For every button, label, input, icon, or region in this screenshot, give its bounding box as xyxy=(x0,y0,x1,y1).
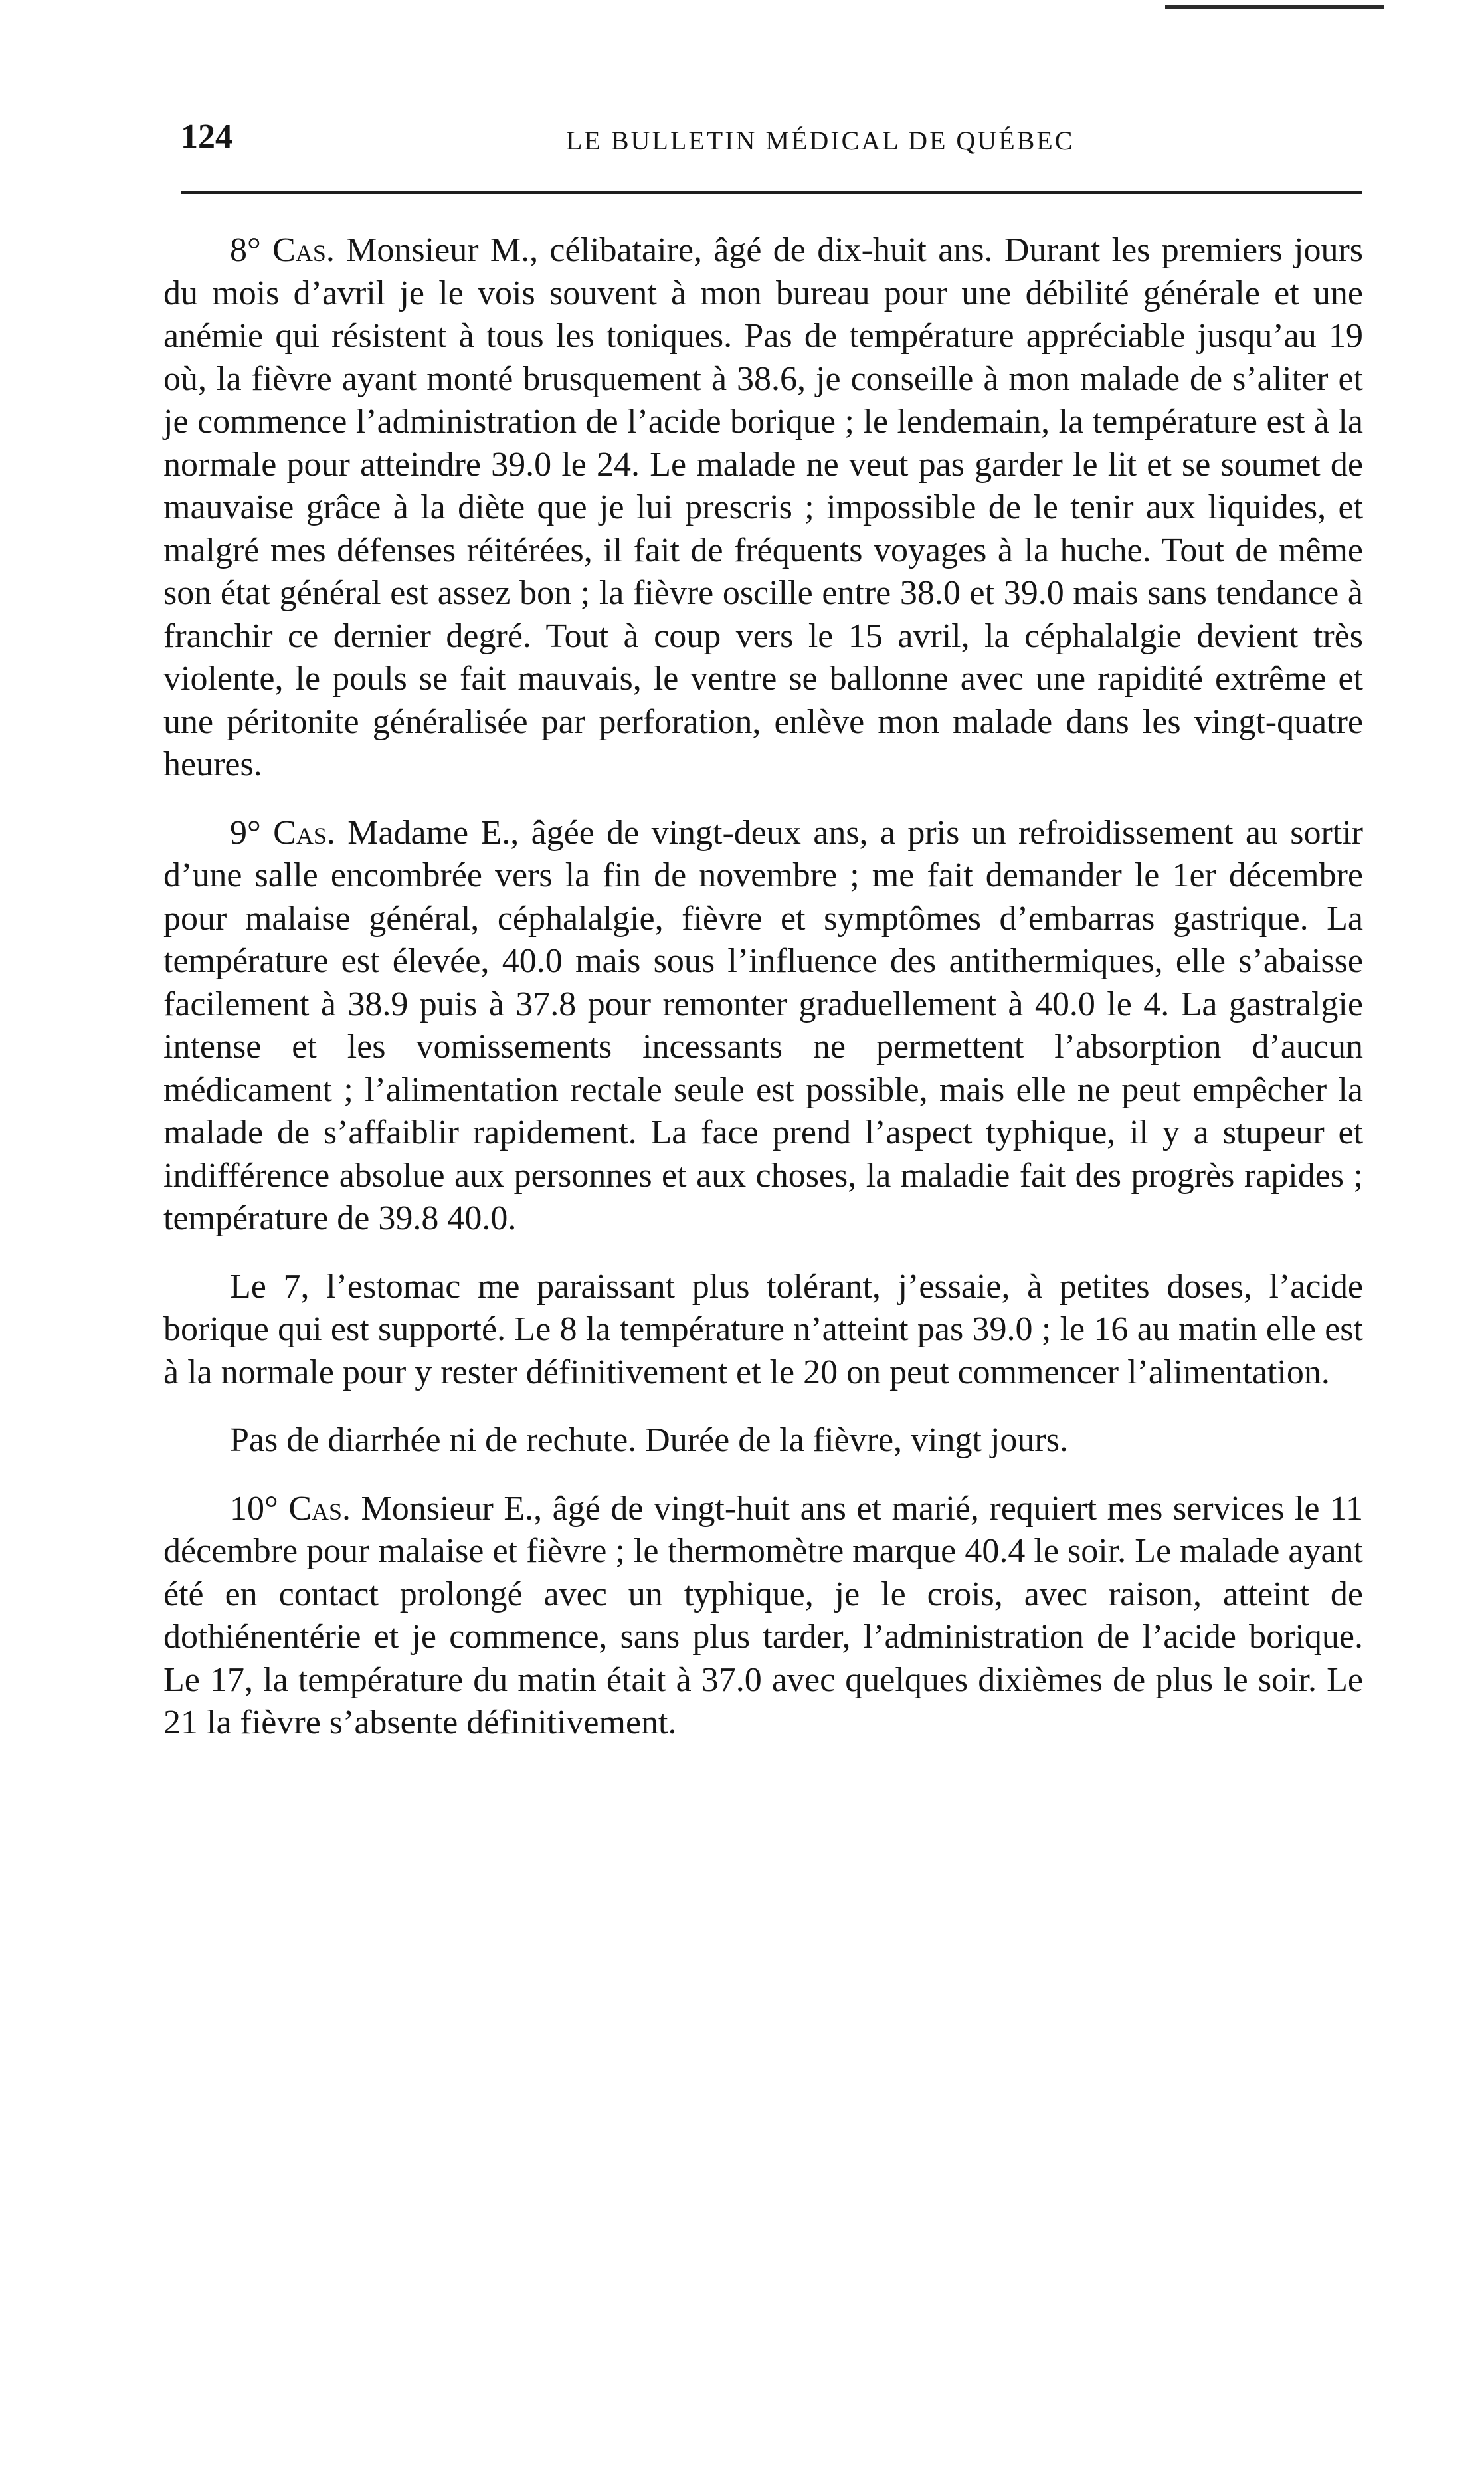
page-header xyxy=(181,117,1362,170)
case-label: 10° Cas. xyxy=(230,1489,351,1528)
paragraph-text: Le 7, l’estomac me paraissant plus tolérant, j’essaie, à petites doses, l’acide borique qui est supporté. Le 8 la température n’atteint pas 39.0 ; le 16 au matin elle est à la normale pour y rester définitivement et le 20 on peut commencer l’alimentation. xyxy=(163,1267,1363,1391)
paragraph-case-9-summary xyxy=(163,1419,1363,1462)
paragraph-text: Pas de diarrhée ni de rechute. Durée de la fièvre, vingt jours. xyxy=(230,1421,1068,1459)
paragraph-text: Madame E., âgée de vingt-deux ans, a pris un refroidissement au sortir d’une salle encombrée vers la fin de novembre ; me fait demander le 1er décembre pour malaise général, céphalalgie, fièvre et symptômes d’embarras gastrique. La température est élevée, 40.0 mais sous l’influence des antithermiques, elle s’abaisse facilement à 38.9 puis à 37.8 pour remonter graduellement à 40.0 le 4. La gastralgie intense et les vomissements incessants ne permettent l’absorption d’aucun médicament ; l’alimentation rectale seule est possible, mais elle ne peut empêcher la malade de s’affaiblir rapidement. La face prend l’aspect typhique, il y a stupeur et indifférence absolue aux personnes et aux choses, la maladie fait des progrès rapides ; température de 39.8 40.0. xyxy=(163,813,1364,1237)
page-number: 124 xyxy=(181,118,232,155)
case-label: 9° Cas. xyxy=(230,813,335,852)
article-body xyxy=(163,229,1363,1770)
paragraph-case-9-continued xyxy=(163,1266,1363,1395)
paragraph-text: Monsieur E., âgé de vingt-huit ans et marié, requiert mes services le 11 décembre pour malaise et fièvre ; le thermomètre marque 40.4 le soir. Le malade ayant été en contact prolongé avec un typhique, je le crois, avec raison, atteint de dothiénentérie et je commence, sans plus tarder, l’administration de l’acide borique. Le 17, la température du matin était à 37.0 avec quelques dixièmes de plus le soir. Le 21 la fièvre s’absente définitivement. xyxy=(163,1489,1364,1741)
paragraph-case-8 xyxy=(163,229,1363,787)
paragraph-case-10 xyxy=(163,1488,1363,1745)
header-rule xyxy=(181,191,1362,194)
running-title: LE BULLETIN MÉDICAL DE QUÉBEC xyxy=(566,126,1075,155)
paragraph-case-9 xyxy=(163,812,1363,1240)
paragraph-text: Monsieur M., célibataire, âgé de dix-huit ans. Durant les premiers jours du mois d’avril je le vois souvent à mon bureau pour une débilité générale et une anémie qui résistent à tous les toniques. Pas de température appréciable jusqu’au 19 où, la fièvre ayant monté brusquement à 38.6, je conseille à mon malade de s’aliter et je commence l’administration de l’acide borique ; le lendemain, la température est à la normale pour atteindre 39.0 le 24. Le malade ne veut pas garder le lit et se soumet de mauvaise grâce à la diète que je lui prescris ; impossible de le tenir aux liquides, et malgré mes défenses réitérées, il fait de fréquents voyages à la huche. Tout de même son état général est assez bon ; la fièvre oscille entre 38.0 et 39.0 mais sans tendance à franchir ce dernier degré. Tout à coup vers le 15 avril, la céphalalgie devient très violente, le pouls se fait mauvais, le ventre se ballonne avec une rapidité extrême et une péritonite généralisée par perforation, enlève mon malade dans les vingt-quatre heures. xyxy=(163,231,1363,783)
case-label: 8° Cas. xyxy=(230,231,335,269)
top-edge-rule xyxy=(1165,5,1384,9)
